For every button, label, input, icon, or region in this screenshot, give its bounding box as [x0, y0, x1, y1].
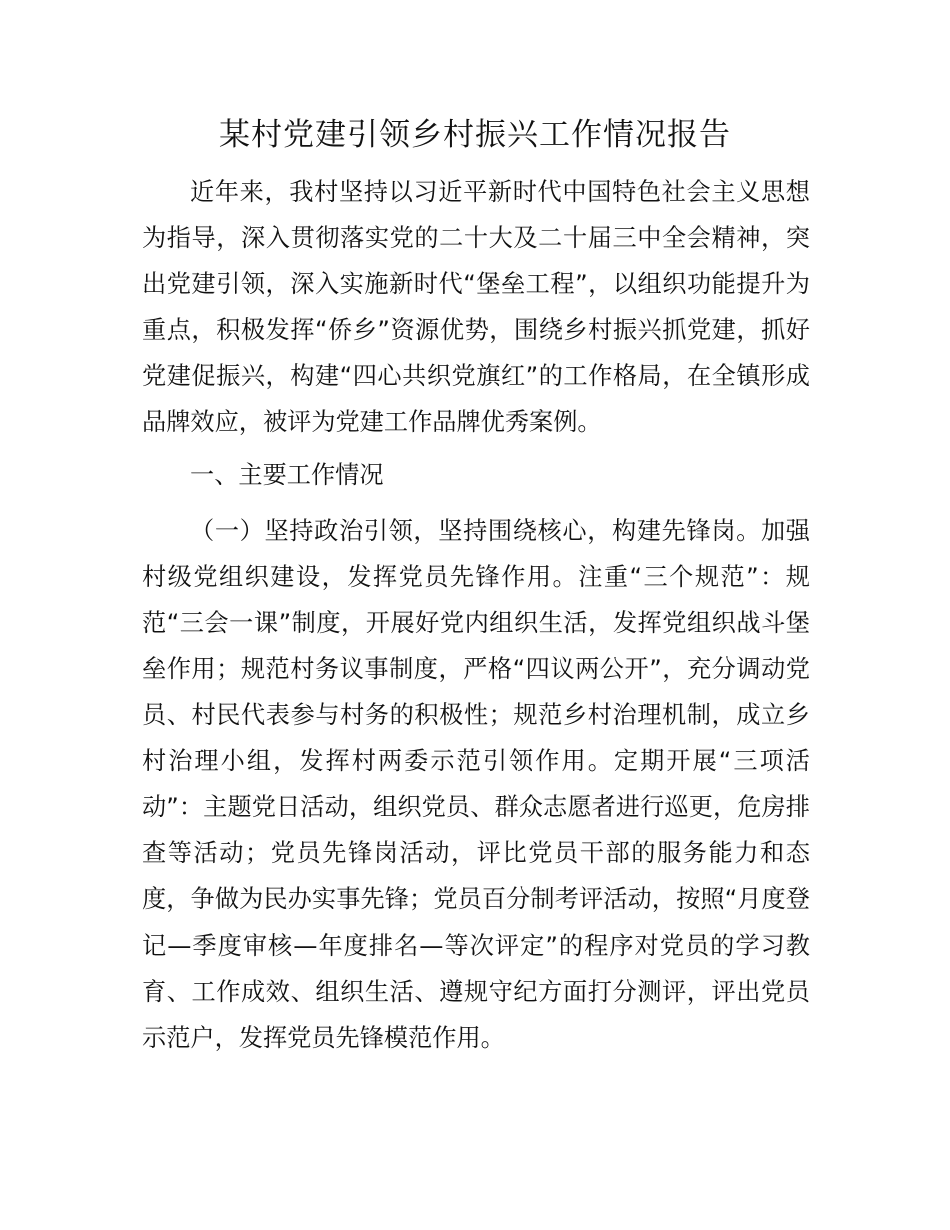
document-title: 某村党建引领乡村振兴工作情况报告 — [219, 117, 731, 153]
section-paragraph: （一）坚持政治引领，坚持围绕核心，构建先锋岗。加强村级党组织建设，发挥党员先锋作用。注重“三个规范”：规范“三会一课”制度，开展好党内组织生活，发挥党组织战斗堡垒作用；规范村务议事制度，严格“四议两公开”，充分调动党员、村民代表参与村务的积极性；规范乡村治理机制，成立乡村治理小组，发挥村两委示范引领作用。定期开展“三项活动”：主题党日活动，组织党员、群众志愿者进行巡更，危房排查等活动；党员先锋岗活动，评比党员干部的服务能力和态度，争做为民办实事先锋；党员百分制考评活动，按照“月度登记—季度审核—年度排名—等次评定”的程序对党员的学习教育、工作成效、组织生活、遵规守纪方面打分测评，评出党员示范户，发挥党员先锋模范作用。 — [142, 516, 810, 1052]
document-body — [142, 169, 810, 1061]
intro-paragraph: 近年来，我村坚持以习近平新时代中国特色社会主义思想为指导，深入贯彻落实党的二十大及二十届三中全会精神，突出党建引领，深入实施新时代“堡垒工程”，以组织功能提升为重点，积极发挥“侨乡”资源优势，围绕乡村振兴抓党建，抓好党建促振兴，构建“四心共织党旗红”的工作格局，在全镇形成品牌效应，被评为党建工作品牌优秀案例。 — [142, 178, 810, 437]
section-heading: 一、主要工作情况 — [190, 460, 384, 489]
